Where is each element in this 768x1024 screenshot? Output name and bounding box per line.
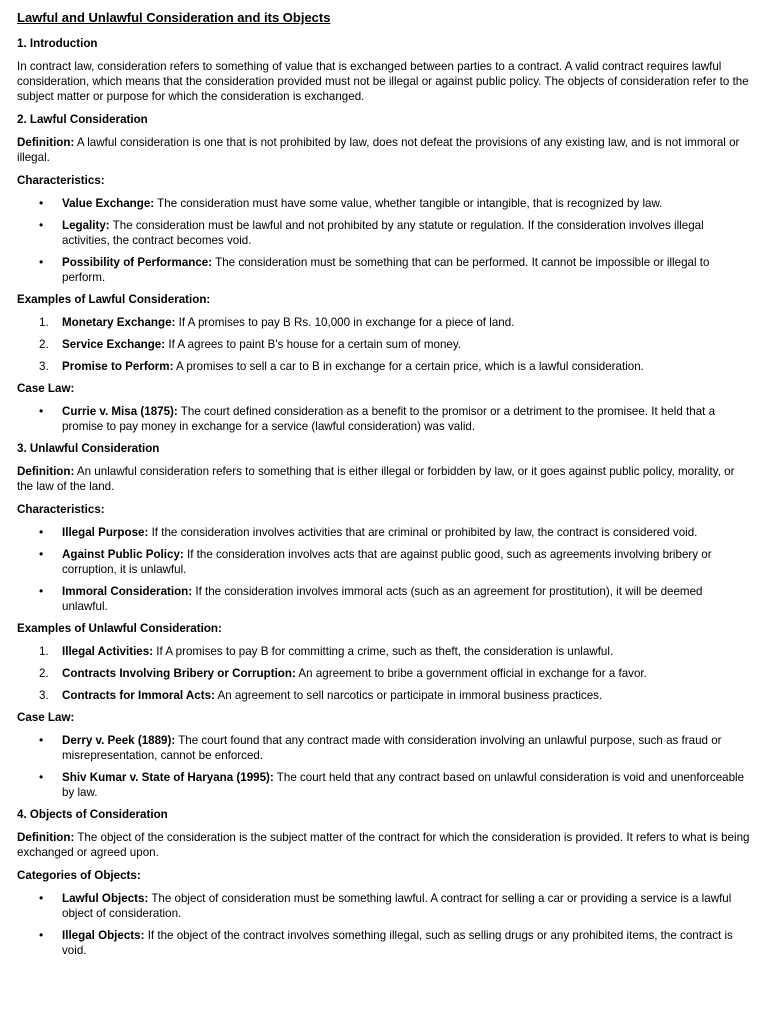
list-item <box>17 928 750 958</box>
item-label: Currie v. Misa (1875): <box>62 405 178 418</box>
examples-list <box>17 315 750 374</box>
list-item <box>17 644 750 659</box>
item-text: If A agrees to paint B's house for a certain sum of money. <box>165 338 461 351</box>
subheading: Characteristics: <box>17 174 105 187</box>
item-text: A promises to sell a car to B in exchange for a certain price, which is a lawful consideration. <box>173 360 644 373</box>
section-heading: 3. Unlawful Consideration <box>17 442 160 455</box>
item-text: An agreement to bribe a government official in exchange for a favor. <box>295 667 647 680</box>
section-heading: 4. Objects of Consideration <box>17 808 168 821</box>
definition-text: An unlawful consideration refers to something that is either illegal or forbidden by law, or it goes against public policy, morality, or the law of the land. <box>17 465 735 493</box>
item-label: Value Exchange: <box>62 197 155 210</box>
subheading: Case Law: <box>17 382 75 395</box>
bullet-marker: • <box>39 891 44 905</box>
list-item <box>17 255 750 285</box>
number-marker: 2. <box>39 667 49 680</box>
item-text: The consideration must be lawful and not prohibited by any statute or regulation. If the consideration involves illegal activities, the contract becomes void. <box>62 219 704 247</box>
item-label: Possibility of Performance: <box>62 256 213 269</box>
list-item <box>17 315 750 330</box>
number-marker: 1. <box>39 645 49 658</box>
list-item <box>17 337 750 352</box>
bullet-marker: • <box>39 584 44 598</box>
section-heading: 2. Lawful Consideration <box>17 113 148 126</box>
definition-label: Definition: <box>17 465 75 478</box>
categories-list <box>17 891 750 958</box>
item-text: If the consideration involves immoral acts (such as an agreement for prostitution), it will be deemed unlawful. <box>62 585 703 613</box>
item-text: If A promises to pay B for committing a crime, such as theft, the consideration is unlawful. <box>153 645 614 658</box>
item-label: Shiv Kumar v. State of Haryana (1995): <box>62 771 274 784</box>
item-label: Legality: <box>62 219 110 232</box>
number-marker: 3. <box>39 689 49 702</box>
item-label: Contracts Involving Bribery or Corruption: <box>62 667 296 680</box>
bullet-marker: • <box>39 255 44 269</box>
bullet-marker: • <box>39 525 44 539</box>
item-label: Lawful Objects: <box>62 892 149 905</box>
subheading: Characteristics: <box>17 503 105 516</box>
list-item <box>17 891 750 921</box>
item-label: Illegal Activities: <box>62 645 154 658</box>
list-item <box>17 584 750 614</box>
item-text: An agreement to sell narcotics or participate in immoral business practices. <box>214 689 603 702</box>
definition-label: Definition: <box>17 136 75 149</box>
bullet-marker: • <box>39 928 44 942</box>
list-item <box>17 770 750 800</box>
bullet-marker: • <box>39 547 44 561</box>
item-text: The court found that any contract made with consideration involving an unlawful purpose, such as fraud or misrepresentation, cannot be enforced. <box>62 734 722 762</box>
intro-paragraph: In contract law, consideration refers to something of value that is exchanged between parties to a contract. A valid contract requires lawful consideration, which means that the consideration provided must not be illegal or against public policy. The objects of consideration refer to the subject matter or purpose for which the consideration is exchanged. <box>17 60 749 103</box>
item-label: Monetary Exchange: <box>62 316 176 329</box>
item-text: If the consideration involves activities that are criminal or prohibited by law, the contract is considered void. <box>148 526 698 539</box>
item-label: Derry v. Peek (1889): <box>62 734 176 747</box>
list-item <box>17 196 750 211</box>
item-label: Against Public Policy: <box>62 548 184 561</box>
item-text: If the consideration involves acts that are against public good, such as agreements involving bribery or corruption, it is unlawful. <box>62 548 712 576</box>
list-item <box>17 547 750 577</box>
number-marker: 2. <box>39 338 49 351</box>
item-label: Illegal Purpose: <box>62 526 149 539</box>
bullet-marker: • <box>39 196 44 210</box>
item-text: If A promises to pay B Rs. 10,000 in exchange for a piece of land. <box>175 316 515 329</box>
definition-text: The object of the consideration is the subject matter of the contract for which the consideration is provided. It refers to what is being exchanged or agreed upon. <box>17 831 750 859</box>
case-law-list <box>17 404 750 434</box>
list-item <box>17 359 750 374</box>
list-item <box>17 218 750 248</box>
characteristics-list <box>17 196 750 285</box>
section-heading: 1. Introduction <box>17 37 98 50</box>
item-text: The consideration must have some value, whether tangible or intangible, that is recognized by law. <box>154 197 663 210</box>
number-marker: 3. <box>39 360 49 373</box>
list-item <box>17 404 750 434</box>
subheading: Examples of Unlawful Consideration: <box>17 622 222 635</box>
definition-label: Definition: <box>17 831 75 844</box>
bullet-marker: • <box>39 770 44 784</box>
list-item <box>17 525 750 540</box>
item-text: The court defined consideration as a benefit to the promisor or a detriment to the promisee. It held that a promise to pay money in exchange for a service (lawful consideration) was valid. <box>62 405 716 433</box>
definition-paragraph <box>17 135 750 165</box>
definition-paragraph <box>17 830 750 860</box>
bullet-marker: • <box>39 733 44 747</box>
item-label: Immoral Consideration: <box>62 585 193 598</box>
examples-list <box>17 644 750 703</box>
number-marker: 1. <box>39 316 49 329</box>
definition-paragraph <box>17 464 750 494</box>
list-item <box>17 666 750 681</box>
definition-text: A lawful consideration is one that is not prohibited by law, does not defeat the provisions of any existing law, and is not immoral or illegal. <box>17 136 740 164</box>
item-text: If the object of the contract involves something illegal, such as selling drugs or any prohibited items, the contract is void. <box>62 929 733 957</box>
item-text: The consideration must be something that can be performed. It cannot be impossible or illegal to perform. <box>62 256 710 284</box>
subheading: Case Law: <box>17 711 75 724</box>
list-item <box>17 733 750 763</box>
bullet-marker: • <box>39 218 44 232</box>
subheading: Examples of Lawful Consideration: <box>17 293 211 306</box>
bullet-marker: • <box>39 404 44 418</box>
item-text: The object of consideration must be something lawful. A contract for selling a car or providing a service is a lawful object of consideration. <box>62 892 732 920</box>
case-law-list <box>17 733 750 800</box>
item-label: Contracts for Immoral Acts: <box>62 689 215 702</box>
item-label: Illegal Objects: <box>62 929 145 942</box>
item-text: The court held that any contract based on unlawful consideration is void and unenforceable by law. <box>62 771 745 799</box>
subheading: Categories of Objects: <box>17 869 141 882</box>
item-label: Promise to Perform: <box>62 360 174 373</box>
document-title: Lawful and Unlawful Consideration and its Objects <box>17 10 331 25</box>
list-item <box>17 688 750 703</box>
item-label: Service Exchange: <box>62 338 166 351</box>
characteristics-list <box>17 525 750 614</box>
